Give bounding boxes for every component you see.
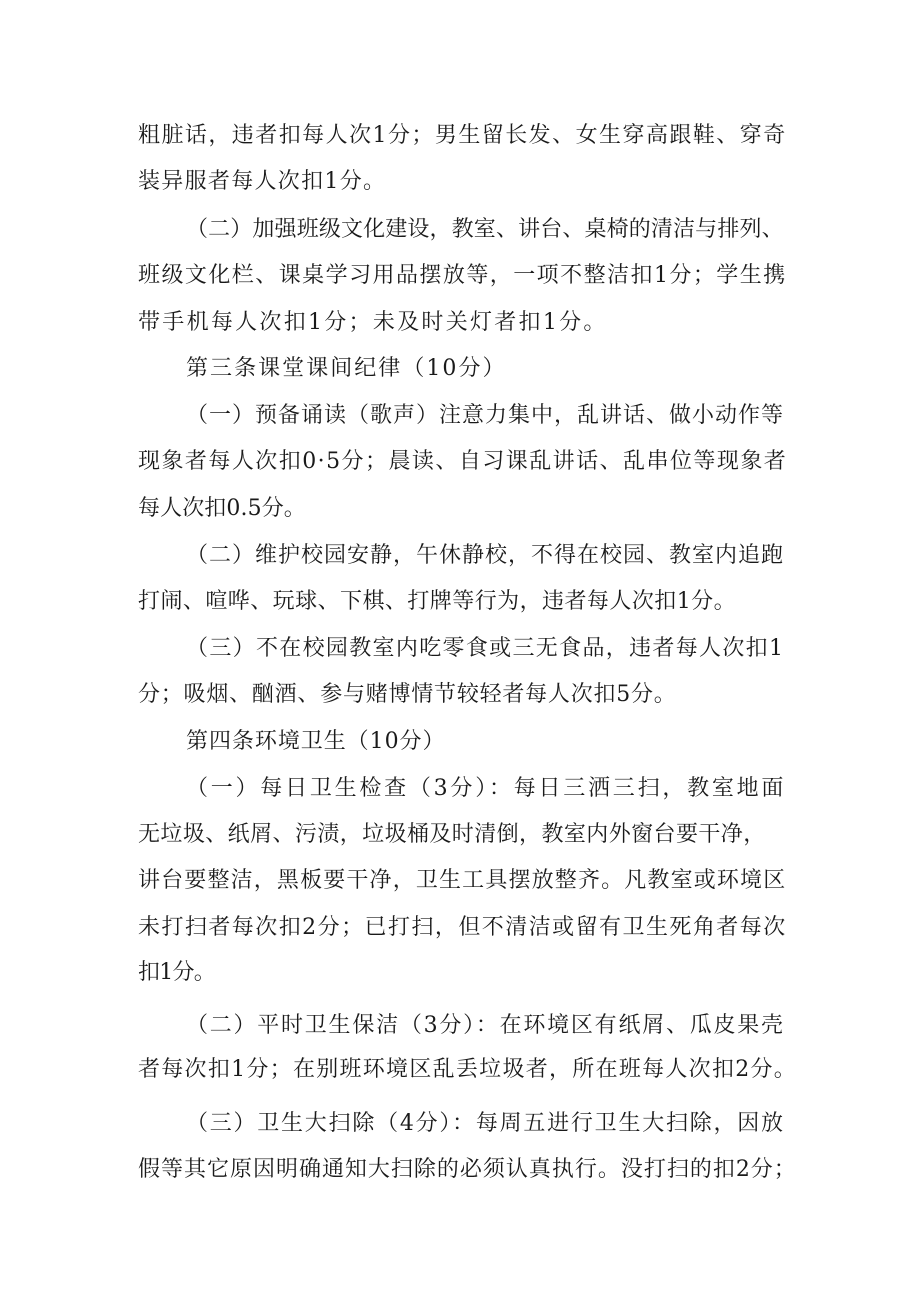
text-line: 班级文化栏、课桌学习用品摆放等，一项不整洁扣1分；学生携 xyxy=(138,263,787,288)
section-heading: 第三条课堂课间纪律（10分） xyxy=(186,356,507,381)
text-line: （二）加强班级文化建设，教室、讲台、桌椅的清洁与排列、 xyxy=(186,217,784,242)
text-line: 假等其它原因明确通知大扫除的必须认真执行。没打扫的扣2分； xyxy=(138,1157,797,1182)
text-line: 粗脏话，违者扣每人次1分；男生留长发、女生穿高跟鞋、穿奇 xyxy=(138,123,787,148)
text-line: （一）预备诵读（歌声）注意力集中，乱讲话、做小动作等 xyxy=(186,403,785,428)
text-line: 无垃圾、纸屑、污渍，垃圾桶及时清倒，教室内外窗台要干净， xyxy=(138,822,766,847)
text-line: 装异服者每人次扣1分。 xyxy=(138,169,387,194)
text-line: （二）维护校园安静，午休静校，不得在校园、教室内追跑 xyxy=(186,543,785,568)
text-line: 未打扫者每次扣2分；已打扫，但不清洁或留有卫生死角者每次 xyxy=(138,915,787,940)
text-line: 打闹、喧哗、玩球、下棋、打牌等行为，违者每人次扣1分。 xyxy=(138,589,737,614)
text-line: 每人次扣0.5分。 xyxy=(138,496,306,521)
text-line: （三）不在校园教室内吃零食或三无食品，违者每人次扣1 xyxy=(186,636,785,661)
text-line: （三）卫生大扫除（4分）：每周五进行卫生大扫除，因放 xyxy=(186,1111,785,1136)
text-line: 分；吸烟、酗酒、参与赌博情节较轻者每人次扣5分。 xyxy=(138,682,677,707)
text-line: 带手机每人次扣1分；未及时关灯者扣1分。 xyxy=(138,310,608,335)
text-line: 现象者每人次扣0·5分；晨读、自习课乱讲话、乱串位等现象者 xyxy=(138,449,788,474)
text-line: 讲台要整洁，黑板要干净，卫生工具摆放整齐。凡教室或环境区 xyxy=(138,868,787,893)
text-line: 扣1分。 xyxy=(138,960,216,985)
text-line: （一）每日卫生检查（3分）：每日三洒三扫，教室地面 xyxy=(186,776,787,801)
text-line: （二）平时卫生保洁（3分）：在环境区有纸屑、瓜皮果壳 xyxy=(186,1013,785,1038)
text-line: 者每次扣1分；在别班环境区乱丢垃圾者，所在班每人次扣2分。 xyxy=(138,1057,798,1082)
section-heading: 第四条环境卫生（10分） xyxy=(186,729,446,754)
